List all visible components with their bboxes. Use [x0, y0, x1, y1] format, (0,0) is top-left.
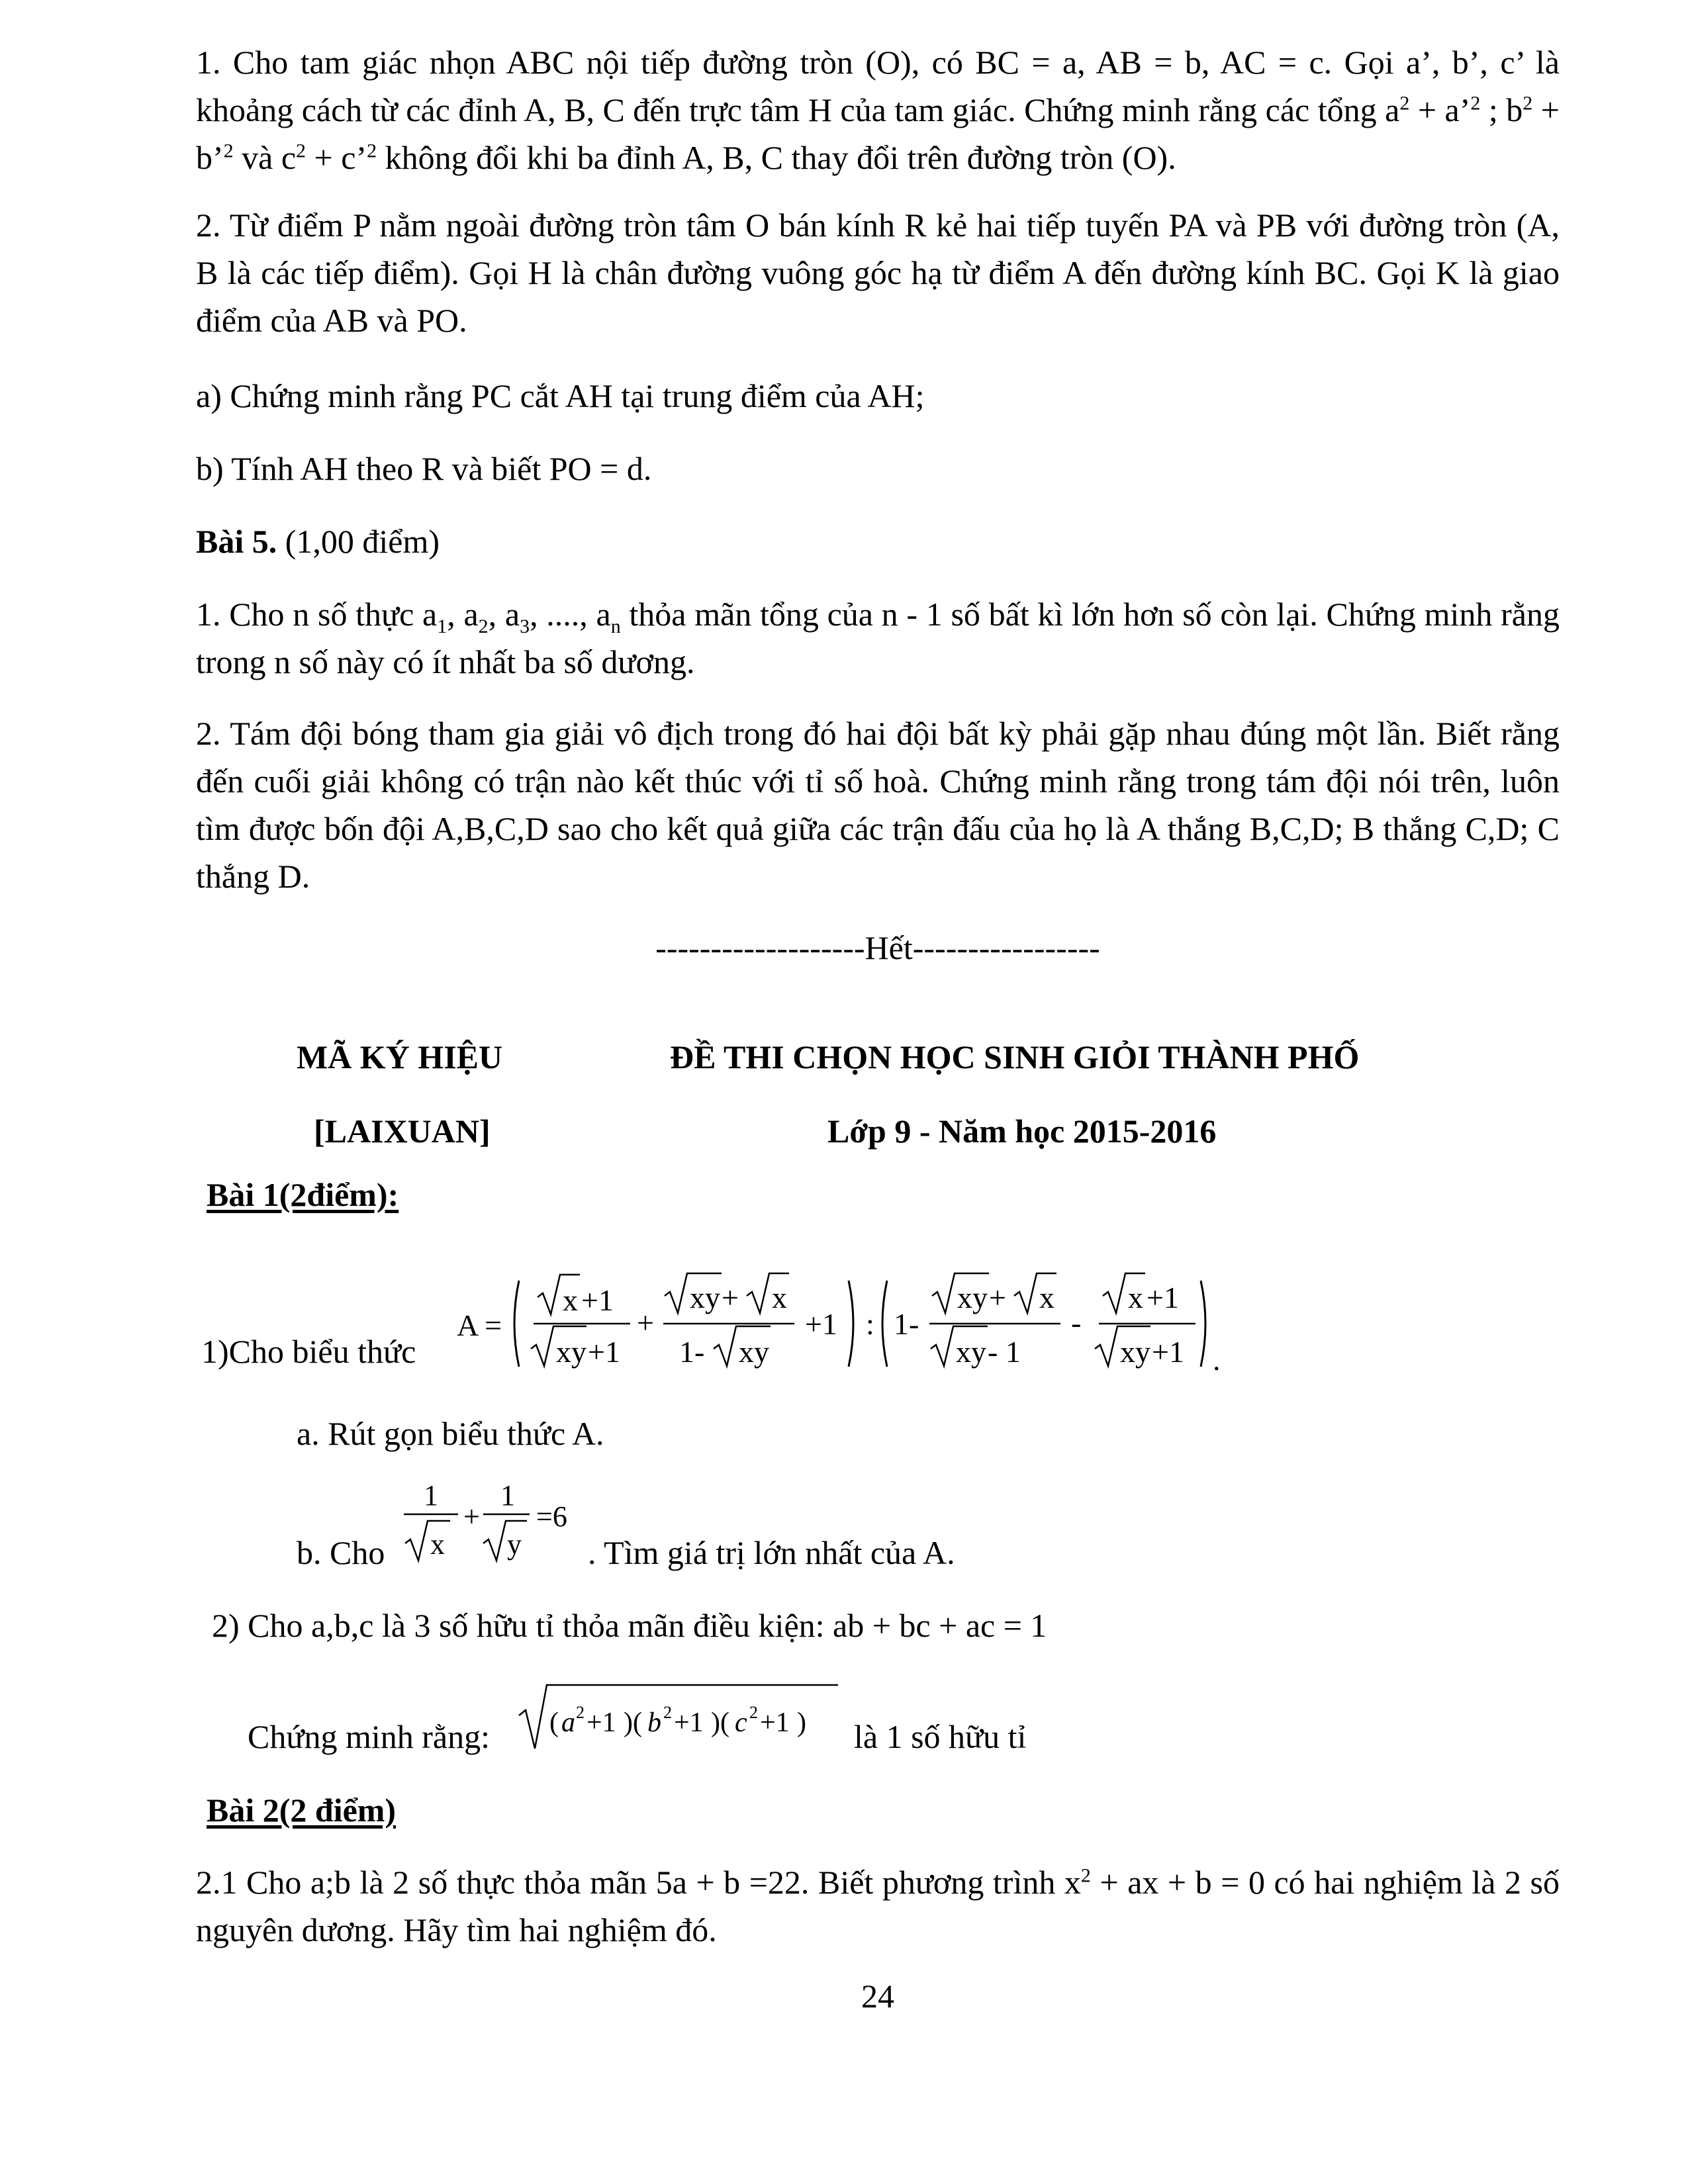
svg-text:x: x [430, 1528, 445, 1561]
bai-2-heading: Bài 2(2 điểm) [207, 1792, 397, 1829]
q1a: a. Rút gọn biểu thức A. [297, 1415, 604, 1452]
svg-text:+: + [722, 1281, 739, 1314]
exam-code: [LAIXUAN] [314, 1113, 491, 1150]
svg-text:1: 1 [424, 1479, 438, 1512]
formula-b [397, 1476, 596, 1575]
svg-text:): ) [797, 1707, 806, 1738]
svg-text:xy: xy [956, 1335, 986, 1369]
end-separator: -------------------Hết----------------- [655, 929, 1100, 966]
svg-text:A =: A = [457, 1308, 502, 1342]
svg-text:+1: +1 [760, 1707, 790, 1738]
svg-text:2: 2 [749, 1703, 758, 1722]
page-number: 24 [861, 1978, 894, 2015]
svg-text:(: ( [549, 1707, 559, 1738]
svg-text::: : [866, 1307, 874, 1341]
svg-text:xy: xy [957, 1281, 988, 1314]
svg-text:xy: xy [690, 1281, 720, 1314]
problem-4-1: 1. Cho tam giác nhọn ABC nội tiếp đường tròn (O), có BC = a, AB = b, AC = c. Gọi a’, b’, c’ là khoảng cách từ các đỉnh A, B, C đến trực tâm H của tam giác. Chứng minh rằng các tổng $a^2$ + a’$^2$ ; $b^2$ + b’$^2$ và $c^2$ + c’$^2$ không đổi khi ba đỉnh A, B, C thay đổi trên đường tròn (O). [196, 44, 1560, 176]
svg-text:.: . [1213, 1343, 1221, 1377]
svg-text:+: + [637, 1306, 654, 1340]
svg-text:+: + [989, 1281, 1006, 1314]
svg-text:- 1: - 1 [988, 1335, 1021, 1369]
svg-text:1-: 1- [894, 1307, 919, 1341]
svg-text:+1: +1 [674, 1707, 704, 1738]
bai-5-heading: Bài 5. (1,00 điểm) [196, 523, 440, 560]
svg-text:b: b [647, 1707, 661, 1738]
problem-4-2b: b) Tính AH theo R và biết PO = d. [196, 450, 652, 487]
svg-text:c: c [735, 1707, 747, 1738]
svg-text:xy: xy [556, 1335, 586, 1369]
svg-text:2: 2 [576, 1703, 585, 1722]
svg-text:)(: )( [711, 1707, 729, 1738]
svg-text:x: x [1039, 1281, 1055, 1314]
formula-c [518, 1681, 849, 1754]
problem-5-1: 1. Cho n số thực $a_1$, $a_2$, $a_3$, ...., $a_n$ thỏa mãn tổng của n - 1 số bất kì lớn hơn số còn lại. Chứng minh rằng trong n số này có ít nhất ba số dương. [196, 596, 1560, 680]
q2: 2) Cho a,b,c là 3 số hữu tỉ thỏa mãn điều kiện: ab + bc + ac = 1 [212, 1607, 1047, 1644]
exam-subtitle: Lớp 9 - Năm học 2015-2016 [827, 1113, 1217, 1150]
svg-text:+1: +1 [1147, 1281, 1179, 1314]
svg-text:a: a [561, 1707, 575, 1738]
svg-text:xy: xy [739, 1335, 769, 1369]
q1b-post: . Tìm giá trị lớn nhất của A. [588, 1534, 955, 1571]
problem-4-2: 2. Từ điểm P nằm ngoài đường tròn tâm O bán kính R kẻ hai tiếp tuyến PA và PB với đường tròn (A, B là các tiếp điểm). Gọi H là chân đường vuông góc hạ từ điểm A đến đường kính BC. Gọi K là giao điểm của AB và PO. [196, 206, 1560, 339]
svg-text:)(: )( [624, 1707, 642, 1738]
svg-text:+1: +1 [1152, 1335, 1184, 1369]
svg-text:+1: +1 [586, 1707, 616, 1738]
svg-text:-: - [1071, 1306, 1082, 1340]
exam-title: ĐỀ THI CHỌN HỌC SINH GIỎI THÀNH PHỐ [670, 1038, 1360, 1075]
problem-5-2: 2. Tám đội bóng tham gia giải vô địch trong đó hai đội bất kỳ phải gặp nhau đúng một lần. Biết rằng đến cuối giải không có trận nào kết thúc với tỉ số hoà. Chứng minh rằng trong tám đội nói trên, luôn tìm được bốn đội A,B,C,D sao cho kết quả giữa các trận đấu của họ là A thắng B,C,D; B thắng C,D; C thắng D. [196, 715, 1560, 895]
svg-text:+1: +1 [581, 1283, 614, 1317]
svg-text:x: x [563, 1283, 578, 1317]
svg-text:x: x [1128, 1281, 1143, 1314]
svg-text:y: y [507, 1528, 522, 1561]
svg-text:1-: 1- [679, 1335, 705, 1369]
q2-prove: Chứng minh rằng: [248, 1718, 490, 1755]
svg-text:+1: +1 [588, 1335, 620, 1369]
svg-text:x: x [772, 1281, 787, 1314]
svg-text:2: 2 [663, 1703, 672, 1722]
problem-2-1: 2.1 Cho a;b là 2 số thực thỏa mãn 5a + b =22. Biết phương trình $x^2$ + ax + b = 0 có hai nghiệm là 2 số nguyên dương. Hãy tìm hai nghiệm đó. [196, 1864, 1560, 1948]
q2-post: là 1 số hữu tỉ [854, 1718, 1027, 1755]
svg-text:+: + [463, 1500, 480, 1533]
svg-text:1: 1 [500, 1479, 515, 1512]
svg-text:xy: xy [1120, 1335, 1150, 1369]
q1b-pre: b. Cho [297, 1534, 385, 1571]
q1-intro: 1)Cho biểu thức [201, 1333, 416, 1370]
bai-1-heading: Bài 1(2điểm): [207, 1176, 399, 1213]
formula-a [457, 1257, 1251, 1390]
code-label: MÃ KÝ HIỆU [297, 1038, 503, 1075]
problem-4-2a: a) Chứng minh rằng PC cắt AH tại trung điểm của AH; [196, 377, 925, 414]
svg-text:=6: =6 [536, 1500, 567, 1533]
svg-text:+1: +1 [805, 1307, 837, 1341]
